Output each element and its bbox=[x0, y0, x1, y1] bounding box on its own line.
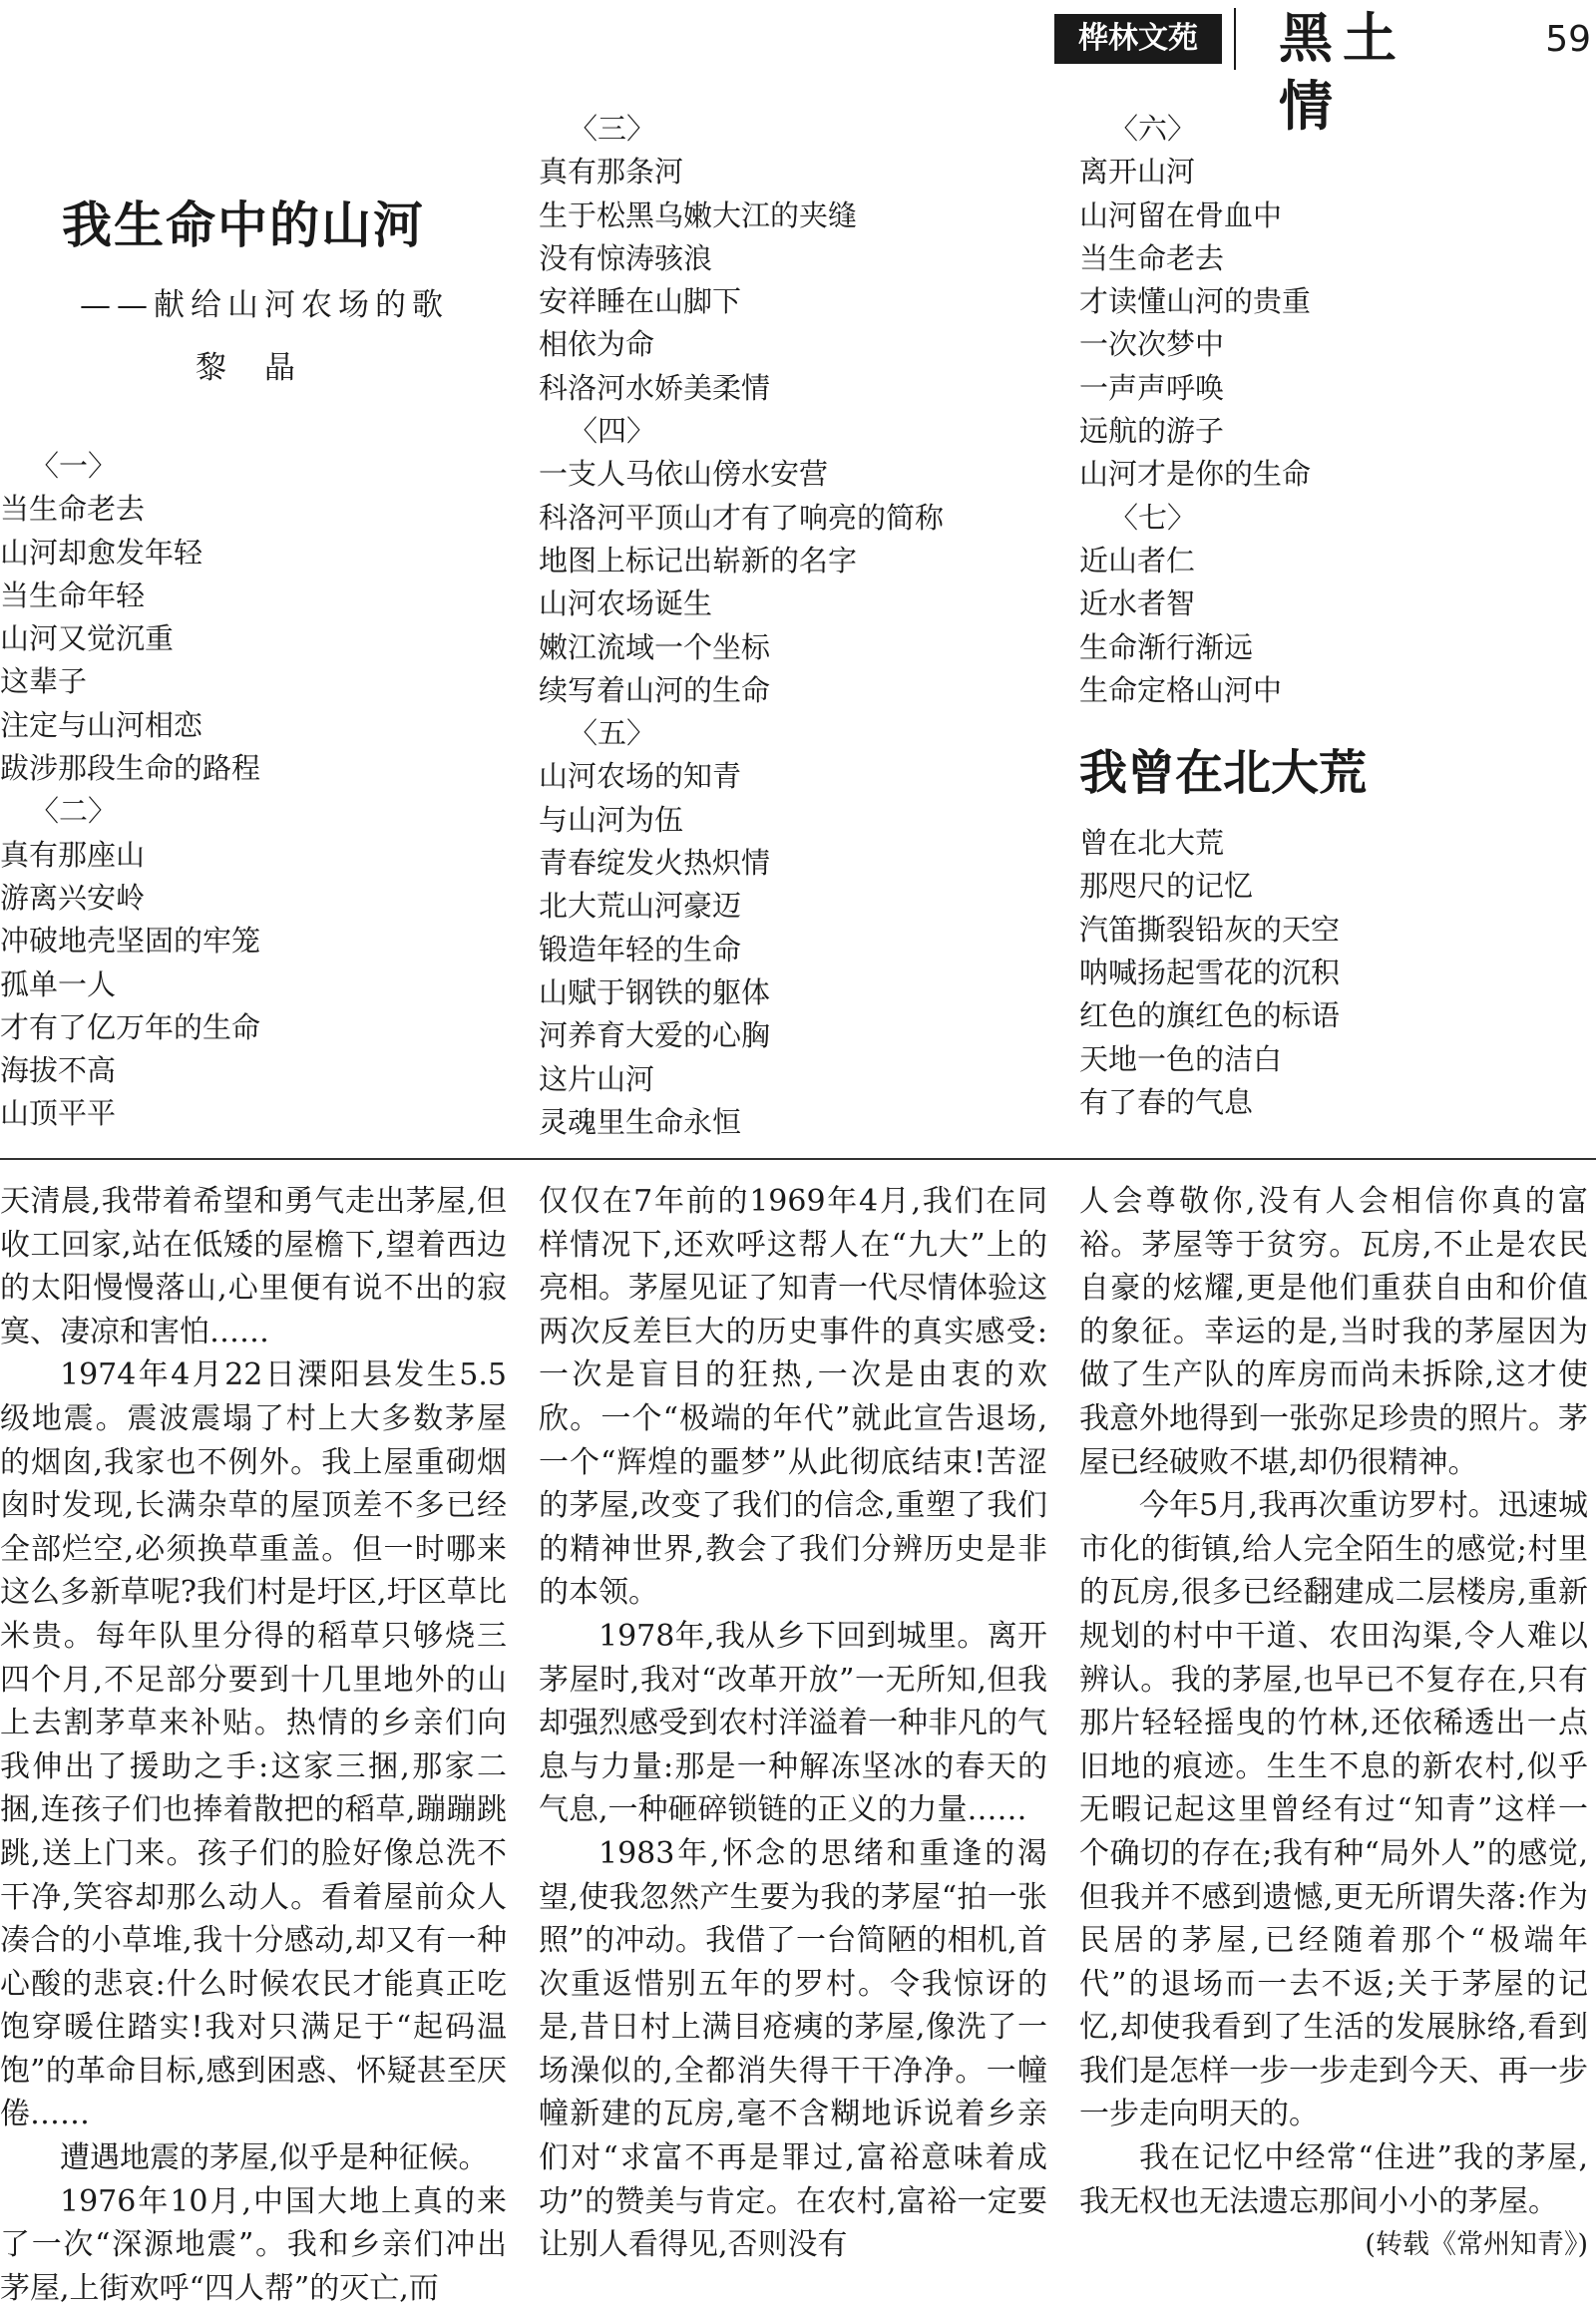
poem1-col2-lines bbox=[539, 108, 1057, 1144]
poem-line: 嫩江流域一个坐标 bbox=[539, 629, 771, 664]
poem-line: 曾在北大荒 bbox=[1079, 826, 1225, 861]
poem-line: 山河农场诞生 bbox=[539, 586, 713, 621]
poem1-col3-lines bbox=[1079, 108, 1596, 712]
source-credit: (转载《常州知青》) bbox=[1365, 2229, 1588, 2261]
poem-line: 当生命老去 bbox=[1079, 240, 1225, 275]
poem-line: 近水者智 bbox=[1079, 586, 1196, 621]
prose-column-3 bbox=[1079, 1180, 1588, 2267]
poem1-title-block bbox=[0, 190, 499, 479]
poem-line: 相依为命 bbox=[539, 327, 655, 362]
poem-line: 续写着山河的生命 bbox=[539, 672, 771, 707]
poem-line: 有了春的气息 bbox=[1079, 1084, 1254, 1119]
poem-line: 汽笛撕裂铅灰的天空 bbox=[1079, 912, 1341, 947]
poem1-col1-lines bbox=[0, 445, 260, 1136]
stanza-number: 〈四〉 bbox=[569, 414, 656, 449]
poem1-column-1 bbox=[0, 100, 519, 1131]
poem-line: 注定与山河相恋 bbox=[0, 707, 203, 742]
poem-line: 一次次梦中 bbox=[1079, 327, 1225, 362]
poem-line: 海拔不高 bbox=[0, 1053, 117, 1088]
poem-line: 近山者仁 bbox=[1079, 543, 1196, 578]
prose-paragraph: 1983年,怀念的思绪和重逢的渴望,使我忽然产生要为我的茅屋“拍一张照”的冲动。我借了一台简陋的相机,首次重返惜别五年的罗村。令我惊讶的是,昔日村上满目疮痍的茅屋,像洗了一场澡似的,全都消失得干干净净。一幢幢新建的瓦房,毫不含糊地诉说着乡亲们对“求富不再是罪过,富裕意味着成功”的赞美与肯定。在农村,富裕一定要让别人看得见,否则没有 bbox=[539, 1835, 1047, 2263]
poem-line: 生于松黑乌嫩大江的夹缝 bbox=[539, 197, 858, 232]
prose-paragraph: 1978年,我从乡下回到城里。离开茅屋时,我对“改革开放”一无所知,但我却强烈感受到农村洋溢着一种非凡的气息与力量:那是一种解冻坚冰的春天的气息,一种砸碎锁链的正义的力量…… bbox=[539, 1618, 1047, 1828]
stanza-number: 〈一〉 bbox=[30, 449, 118, 483]
poem-line: 河养育大爱的心胸 bbox=[539, 1018, 771, 1053]
prose-paragraph: 仅仅在7年前的1969年4月,我们在同样情况下,还欢呼这帮人在“九大”上的亮相。茅屋见证了知青一代尽情体验这两次反差巨大的历史事件的真实感受:一次是盲目的狂热,一次是由衷的欢欣。一个“极端的年代”就此宣告退场,一个“辉煌的噩梦”从此彻底结束!苦涩的茅屋,改变了我们的信念,重塑了我们的精神世界,教会了我们分辨历史是非的本领。 bbox=[539, 1184, 1047, 1611]
stanza-number: 〈五〉 bbox=[569, 716, 656, 751]
poem-line: 安祥睡在山脚下 bbox=[539, 284, 742, 319]
poem1-title: 我生命中的山河 bbox=[62, 195, 425, 254]
prose-paragraph: 我在记忆中经常“住进”我的茅屋,我无权也无法遗忘那间小小的茅屋。 bbox=[1079, 2140, 1588, 2219]
stanza-number: 〈七〉 bbox=[1109, 500, 1197, 535]
page-header bbox=[0, 0, 1596, 138]
poem-line: 一声声呼唤 bbox=[1079, 370, 1225, 405]
poem-line: 才读懂山河的贵重 bbox=[1079, 284, 1312, 319]
poem-line: 远航的游子 bbox=[1079, 414, 1225, 449]
prose-column-2 bbox=[539, 1180, 1047, 2267]
poem-line: 当生命年轻 bbox=[0, 578, 146, 612]
poem-line: 山河留在骨血中 bbox=[1079, 197, 1283, 232]
section-divider bbox=[0, 1158, 1596, 1160]
poem-line: 地图上标记出崭新的名字 bbox=[539, 543, 858, 578]
stanza-number: 〈三〉 bbox=[569, 112, 656, 146]
prose-paragraph: 人会尊敬你,没有人会相信你真的富裕。茅屋等于贫穷。瓦房,不止是农民自豪的炫耀,更是他们重获自由和价值的象征。幸运的是,当时我的茅屋因为做了生产队的库房而尚未拆除,这才使我意外地得到一张弥足珍贵的照片。茅屋已经破败不堪,却仍很精神。 bbox=[1079, 1184, 1588, 1480]
poem-line: 一支人马依山傍水安营 bbox=[539, 457, 829, 492]
prose-paragraph: 1974年4月22日溧阳县发生5.5级地震。震波震塌了村上大多数茅屋的烟囱,我家也不例外。我上屋重砌烟囱时发现,长满杂草的屋顶差不多已经全部烂空,必须换草重盖。但一时哪来这么多新草呢?我们村是圩区,圩区草比米贵。每年队里分得的稻草只够烧三四个月,不足部分要到十几里地外的山上去割茅草来补贴。热情的乡亲们向我伸出了援助之手:这家三捆,那家二捆,连孩子们也捧着散把的稻草,蹦蹦跳跳,送上门来。孩子们的脸好像总洗不干净,笑容却那么动人。看着屋前众人凑合的小草堆,我十分感动,却又有一种心酸的悲哀:什么时候农民才能真正吃饱穿暖住踏实!我对只满足于“起码温饱”的革命目标,感到困惑、怀疑甚至厌倦…… bbox=[0, 1357, 507, 2132]
poem-line: 真有那座山 bbox=[0, 837, 146, 872]
prose-paragraph: 1976年10月,中国大地上真的来了一次“深源地震”。我和乡亲们冲出茅屋,上街欢呼“四人帮”的灭亡,而 bbox=[0, 2183, 507, 2306]
poem-line: 山河农场的知青 bbox=[539, 759, 742, 794]
poem-line: 山河才是你的生命 bbox=[1079, 457, 1312, 492]
poem-line: 科洛河水娇美柔情 bbox=[539, 370, 771, 405]
poem-line: 没有惊涛骇浪 bbox=[539, 240, 713, 275]
masthead-logo: 黑土情 bbox=[1279, 6, 1406, 138]
poem-line: 山赋于钢铁的躯体 bbox=[539, 974, 771, 1009]
poem2-title: 我曾在北大荒 bbox=[1079, 745, 1368, 802]
poem-line: 孤单一人 bbox=[0, 966, 117, 1001]
page-number: 59 bbox=[1545, 19, 1591, 60]
poem1-author: 黎晶 bbox=[196, 350, 333, 386]
poem-line: 红色的旗红色的标语 bbox=[1079, 998, 1341, 1033]
poem-line: 青春绽发火热炽情 bbox=[539, 846, 771, 881]
prose-paragraph: 今年5月,我再次重访罗村。迅速城市化的街镇,给人完全陌生的感觉;村里的瓦房,很多已经翻建成二层楼房,重新规划的村中干道、农田沟渠,令人难以辨认。我的茅屋,也早已不复存在,只有那片轻轻摇曳的竹林,还依稀透出一点旧地的痕迹。生生不息的新农村,似乎无暇记起这里曾经有过“知青”这样一个确切的存在;我有种“局外人”的感觉,但我并不感到遗憾,更无所谓失落:作为民居的茅屋,已经随着那个“极端年代”的退场而一去不返;关于茅屋的记忆,却使我看到了生活的发展脉络,看到我们是怎样一步一步走到今天、再一步一步走向明天的。 bbox=[1079, 1488, 1588, 2132]
poem2-lines bbox=[1079, 822, 1596, 1124]
poem-line: 离开山河 bbox=[1079, 155, 1196, 190]
poem-line: 天地一色的洁白 bbox=[1079, 1041, 1283, 1076]
poem-line: 与山河为伍 bbox=[539, 802, 684, 837]
stanza-number: 〈二〉 bbox=[30, 794, 118, 829]
poem-line: 北大荒山河豪迈 bbox=[539, 889, 742, 924]
stanza-number: 〈六〉 bbox=[1109, 112, 1197, 146]
poem-line: 当生命老去 bbox=[0, 492, 146, 527]
poem-line: 跋涉那段生命的路程 bbox=[0, 751, 261, 786]
poem-line: 这片山河 bbox=[539, 1061, 655, 1096]
poem-line: 生命渐行渐远 bbox=[1079, 629, 1254, 664]
poem-line: 山河却愈发年轻 bbox=[0, 535, 203, 570]
poem-line: 冲破地壳坚固的牢笼 bbox=[0, 924, 261, 959]
header-divider bbox=[1234, 8, 1236, 70]
poem1-column-2 bbox=[539, 108, 1057, 1144]
poem-line: 游离兴安岭 bbox=[0, 880, 146, 915]
poem-line: 锻造年轻的生命 bbox=[539, 932, 742, 966]
poem-line: 呐喊扬起雪花的沉积 bbox=[1079, 956, 1341, 990]
prose-paragraph: 天清晨,我带着希望和勇气走出茅屋,但收工回家,站在低矮的屋檐下,望着西边的太阳慢慢落山,心里便有说不出的寂寞、凄凉和害怕…… bbox=[0, 1184, 507, 1349]
poem1-column-3 bbox=[1079, 108, 1596, 1124]
section-label: 桦林文苑 bbox=[1054, 14, 1222, 64]
poem-line: 灵魂里生命永恒 bbox=[539, 1104, 742, 1139]
poem-line: 山顶平平 bbox=[0, 1096, 117, 1131]
poem-line: 科洛河平顶山才有了响亮的简称 bbox=[539, 500, 945, 535]
poem-line: 这辈子 bbox=[0, 664, 88, 699]
poem-line: 真有那条河 bbox=[539, 155, 684, 190]
prose-paragraph: 遭遇地震的茅屋,似乎是种征候。 bbox=[60, 2140, 489, 2176]
poem1-subtitle: ——献给山河农场的歌 bbox=[80, 287, 449, 323]
poem-line: 才有了亿万年的生命 bbox=[0, 1009, 261, 1044]
poem-line: 山河又觉沉重 bbox=[0, 621, 175, 656]
poem-line: 生命定格山河中 bbox=[1079, 672, 1283, 707]
poem-line: 那咫尺的记忆 bbox=[1079, 869, 1254, 904]
prose-column-1 bbox=[0, 1180, 507, 2310]
